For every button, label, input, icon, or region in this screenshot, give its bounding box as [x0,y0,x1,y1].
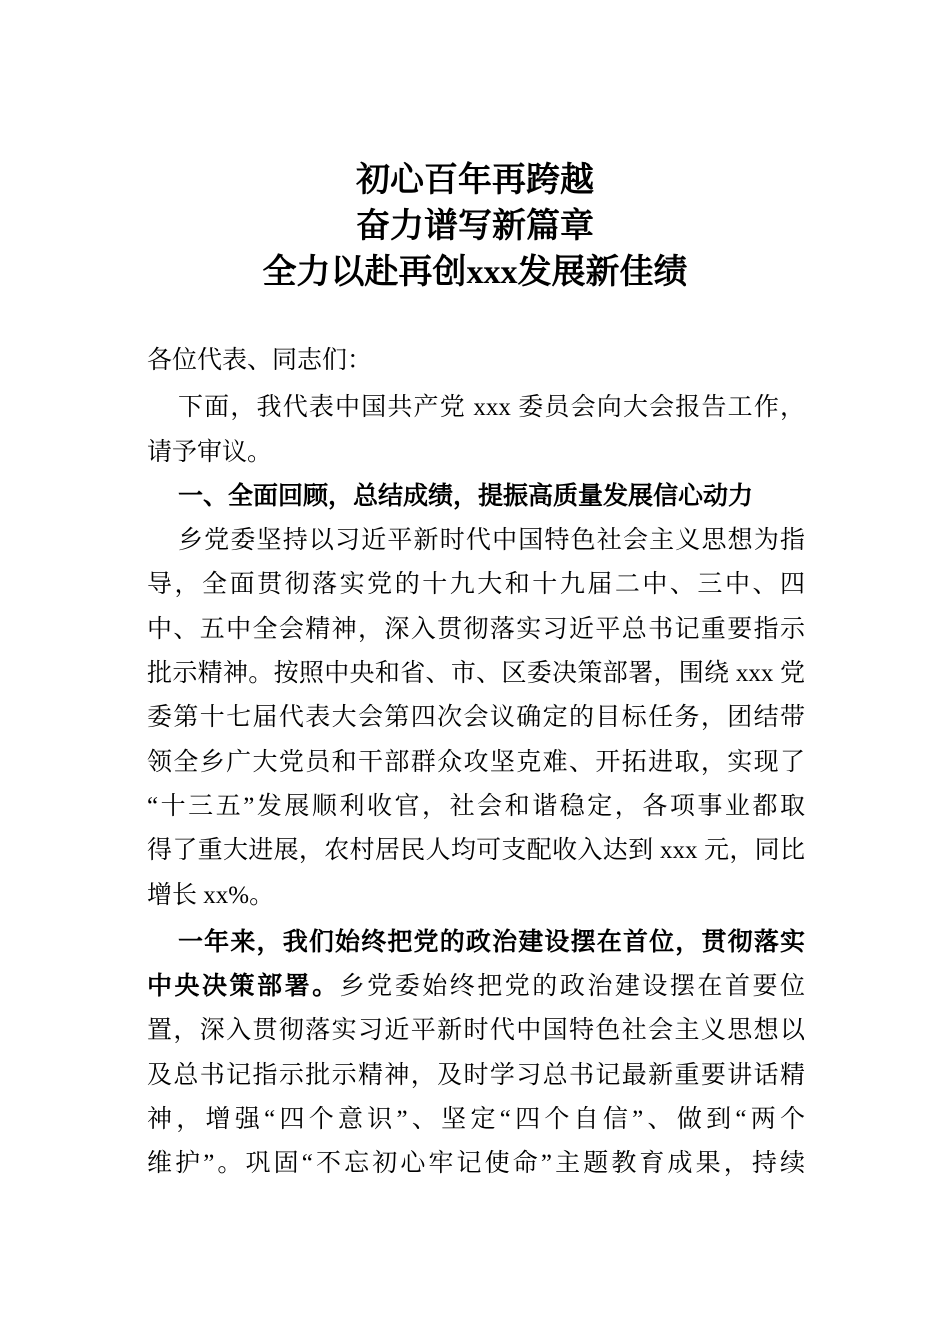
paragraph1-line: 增长 xx%。 [147,881,275,909]
title-line-2: 奋力谱写新篇章 [356,208,594,245]
title-line-1: 初心百年再跨越 [356,162,594,199]
paragraph1-line: 得了重大进展，农村居民人均可支配收入达到 xxx 元，同比 [147,837,805,865]
paragraph1-line: 中、五中全会精神，深入贯彻落实习近平总书记重要指示 [147,615,805,643]
paragraph1-line: 导，全面贯彻落实党的十九大和十九届二中、三中、四 [147,571,805,599]
paragraph1-line: 委第十七届代表大会第四次会议确定的目标任务，团结带 [147,704,805,732]
paragraph2-line: 维护”。巩固“不忘初心牢记使命”主题教育成果，持续 [147,1150,805,1178]
paragraph1-line: 批示精神。按照中央和省、市、区委决策部署，围绕 xxx 党 [147,660,805,688]
document-title [0,158,950,296]
document-body [147,339,805,1187]
paragraph2-line: 置，深入贯彻落实习近平新时代中国特色社会主义思想以 [147,1017,805,1045]
paragraph1-line: “十三五”发展顺利收官，社会和谐稳定，各项事业都取 [147,792,805,820]
paragraph1-line: 乡党委坚持以习近平新时代中国特色社会主义思想为指 [178,527,805,555]
section-heading: 一、全面回顾，总结成绩，提振高质量发展信心动力 [178,482,754,510]
paragraph2-bold-lead-end: 中央决策部署。 [147,973,340,1001]
intro-line-2: 请予审议。 [147,438,273,466]
greeting: 各位代表、同志们： [147,347,373,374]
intro-line-1: 下面，我代表中国共产党 xxx 委员会向大会报告工作， [178,394,805,422]
paragraph1-line: 领全乡广大党员和干部群众攻坚克难、开拓进取，实现了 [147,748,805,776]
title-line-3: 全力以赴再创xxx发展新佳绩 [262,254,688,291]
paragraph2-line: 及总书记指示批示精神，及时学习总书记最新重要讲话精 [147,1061,805,1089]
paragraph2-line: 神，增强“四个意识”、坚定“四个自信”、做到“两个 [147,1106,805,1134]
paragraph2-line [147,965,805,1009]
paragraph2-bold-lead: 一年来，我们始终把党的政治建设摆在首位，贯彻落实 [178,928,805,956]
paragraph2-line-rest: 乡党委始终把党的政治建设摆在首要位 [339,973,805,1001]
